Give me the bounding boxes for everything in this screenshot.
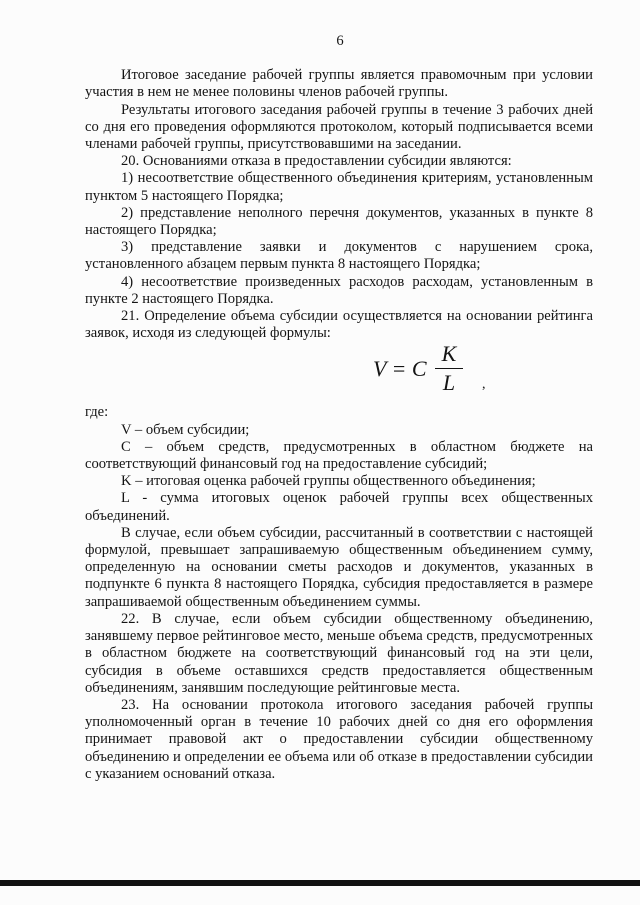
paragraph-results: Результаты итогового заседания рабочей группы в течение 3 рабочих дней со дня его проведения оформляются протоколом, который подписывается всеми членами рабочей группы, присутствовавшими на заседании. — [85, 101, 593, 153]
formula-fraction — [435, 342, 463, 395]
list-item-3: 3) представление заявки и документов с нарушением срока, установленного абзацем первым пункта 8 настоящего Порядка; — [85, 239, 593, 273]
subsidy-formula — [85, 341, 593, 400]
definition-k: K – итоговая оценка рабочей группы общественного объединения; — [121, 473, 536, 490]
formula-comma: , — [482, 377, 486, 393]
list-item-4: 4) несоответствие произведенных расходов расходам, установленным в пункте 2 настоящего Порядка. — [85, 273, 593, 307]
definition-l: L - сумма итоговых оценок рабочей группы всех общественных объединений. — [85, 490, 593, 524]
list-item-2: 2) представление неполного перечня документов, указанных в пункте 8 настоящего Порядка; — [85, 204, 593, 239]
formula-denominator: L — [442, 370, 456, 396]
where-label: где: — [85, 404, 109, 421]
paragraph-23: 23. На основании протокола итогового заседания рабочей группы уполномоченный орган в течение 10 рабочих дней со дня его оформления принимает правовой акт о предоставлении субсидии общественному объединению и определении ее объема или об отказе в предоставлении субсидии с указанием оснований отказа. — [85, 696, 593, 782]
page-number: 6 — [336, 33, 344, 49]
list-item-1: 1) несоответствие общественного объединения критериям, установленным пунктом 5 настоящего Порядка; — [85, 170, 593, 204]
fraction-bar — [435, 368, 463, 369]
definition-v: V – объем субсидии; — [121, 421, 250, 438]
paragraph-excess: В случае, если объем субсидии, рассчитанный в соответствии с настоящей формулой, превышает запрашиваемую общественным объединением сумму, определенную на основании сметы расходов и документов, указанных в подпункте 6 пункта 8 настоящего Порядка, субсидия предоставляется в размере запрашиваемой общественным объединением суммы. — [85, 524, 593, 610]
paragraph-22: 22. В случае, если объем субсидии общественному объединению, занявшему первое рейтинговое место, меньше объема средств, предусмотренных в областном бюджете на соответствующий финансовый год на эти цели, субсидия в объеме оставшихся средств предоставляется общественным объединениям, занявшим последующие рейтинговые места. — [85, 610, 593, 696]
definition-c: C – объем средств, предусмотренных в областном бюджете на соответствующий финансовый год на предоставление субсидий; — [85, 438, 593, 473]
scan-bottom-edge — [0, 880, 640, 886]
paragraph-20: 20. Основаниями отказа в предоставлении субсидии являются: — [121, 153, 512, 170]
paragraph-21: 21. Определение объема субсидии осуществляется на основании рейтинга заявок, исходя из следующей формулы: — [85, 308, 593, 342]
formula-lhs: V = C — [373, 356, 427, 382]
document-page — [85, 33, 593, 783]
formula-numerator: K — [441, 341, 457, 367]
paragraph-quorum: Итоговое заседание рабочей группы является правомочным при условии участия в нем не менее половины членов рабочей группы. — [85, 67, 593, 101]
